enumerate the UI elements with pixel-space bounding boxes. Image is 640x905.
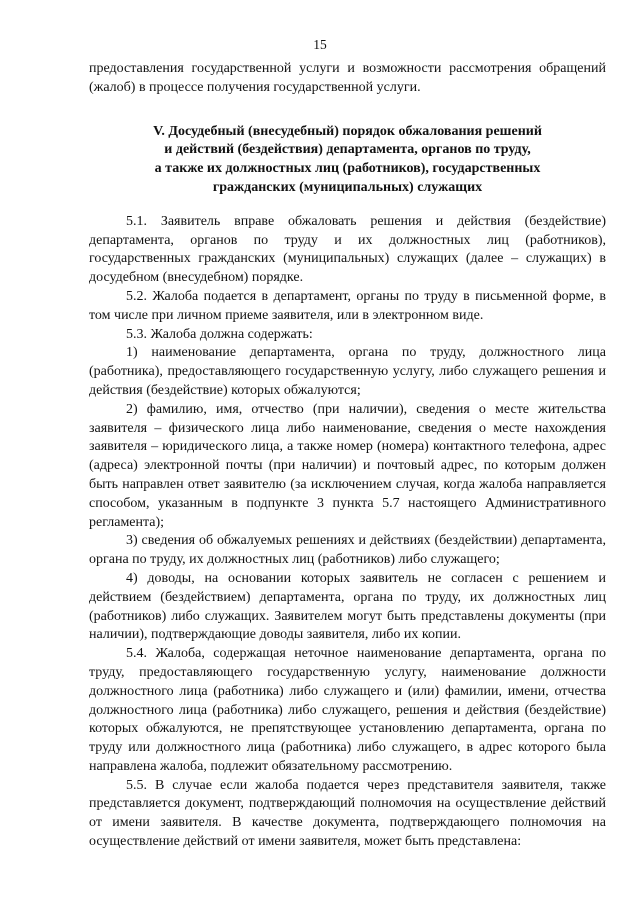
section-title-line: и действий (бездействия) департамента, органов по труду,	[164, 142, 531, 158]
section-title-line: V. Досудебный (внесудебный) порядок обжалования решений	[153, 123, 542, 139]
section-title	[89, 123, 606, 198]
document-body	[89, 60, 606, 852]
paragraph-5-4: 5.4. Жалоба, содержащая неточное наименование департамента, органа по труду, предоставляющего государственную услугу, наименование должности должностного лица (работника) либо служащего и (или) фамилии, имени, отчества должностного лица (работника) либо служащего, решения и действия (бездействие) которых обжалуются, не препятствующее установлению департамента, органа по труду или должностного лица (работника) либо служащего, в адрес которого была направлена жалоба, подлежит обязательному рассмотрению.	[89, 646, 606, 774]
section-title-line: а также их должностных лиц (работников), государственных	[154, 161, 541, 177]
paragraph-5-2: 5.2. Жалоба подается в департамент, органы по труду в письменной форме, в том числе при личном приеме заявителя, или в электронном виде.	[89, 288, 606, 323]
list-item-3: 3) сведения об обжалуемых решениях и действиях (бездействии) департамента, органа по труду, их должностных лиц (работников) либо служащего;	[89, 533, 606, 568]
section-title-line: гражданских (муниципальных) служащих	[212, 179, 483, 195]
paragraph-5-3: 5.3. Жалоба должна содержать:	[126, 326, 313, 342]
page-number: 15	[313, 37, 327, 52]
paragraph-5-5: 5.5. В случае если жалоба подается через представителя заявителя, также представляется документ, подтверждающий полномочия на осуществление действий от имени заявителя. В качестве документа, подтверждающего полномочия на осуществление действий от имени заявителя, может быть представлена:	[89, 777, 606, 850]
list-item-1: 1) наименование департамента, органа по труду, должностного лица (работника), предоставляющего государственную услугу, либо служащего решения и действия (бездействие) которых обжалуются;	[89, 345, 606, 398]
intro-paragraph: предоставления государственной услуги и возможности рассмотрения обращений (жалоб) в процессе получения государственной услуги.	[89, 61, 606, 95]
paragraph-5-1: 5.1. Заявитель вправе обжаловать решения и действия (бездействие) департамента, органов по труду и их должностных лиц (работников), государственных гражданских (муниципальных) служащих (далее – служащих) в досудебном (внесудебном) порядке.	[89, 213, 606, 286]
list-item-2: 2) фамилию, имя, отчество (при наличии), сведения о месте жительства заявителя – физического лица либо наименование, сведения о месте нахождения заявителя – юридического лица, а также номер (номера) контактного телефона, адрес (адреса) электронной почты (при наличии) и почтовый адрес, по которым должен быть направлен ответ заявителю (за исключением случая, когда жалоба направляется способом, указанным в подпункте 3 пункта 5.7 настоящего Административного регламента);	[89, 401, 606, 530]
list-item-4: 4) доводы, на основании которых заявитель не согласен с решением и действием (бездействием) департамента, органа по труду, их должностных лиц (работников) либо служащих. Заявителем могут быть представлены документы (при наличии), подтверждающие доводы заявителя, либо их копии.	[89, 570, 606, 643]
